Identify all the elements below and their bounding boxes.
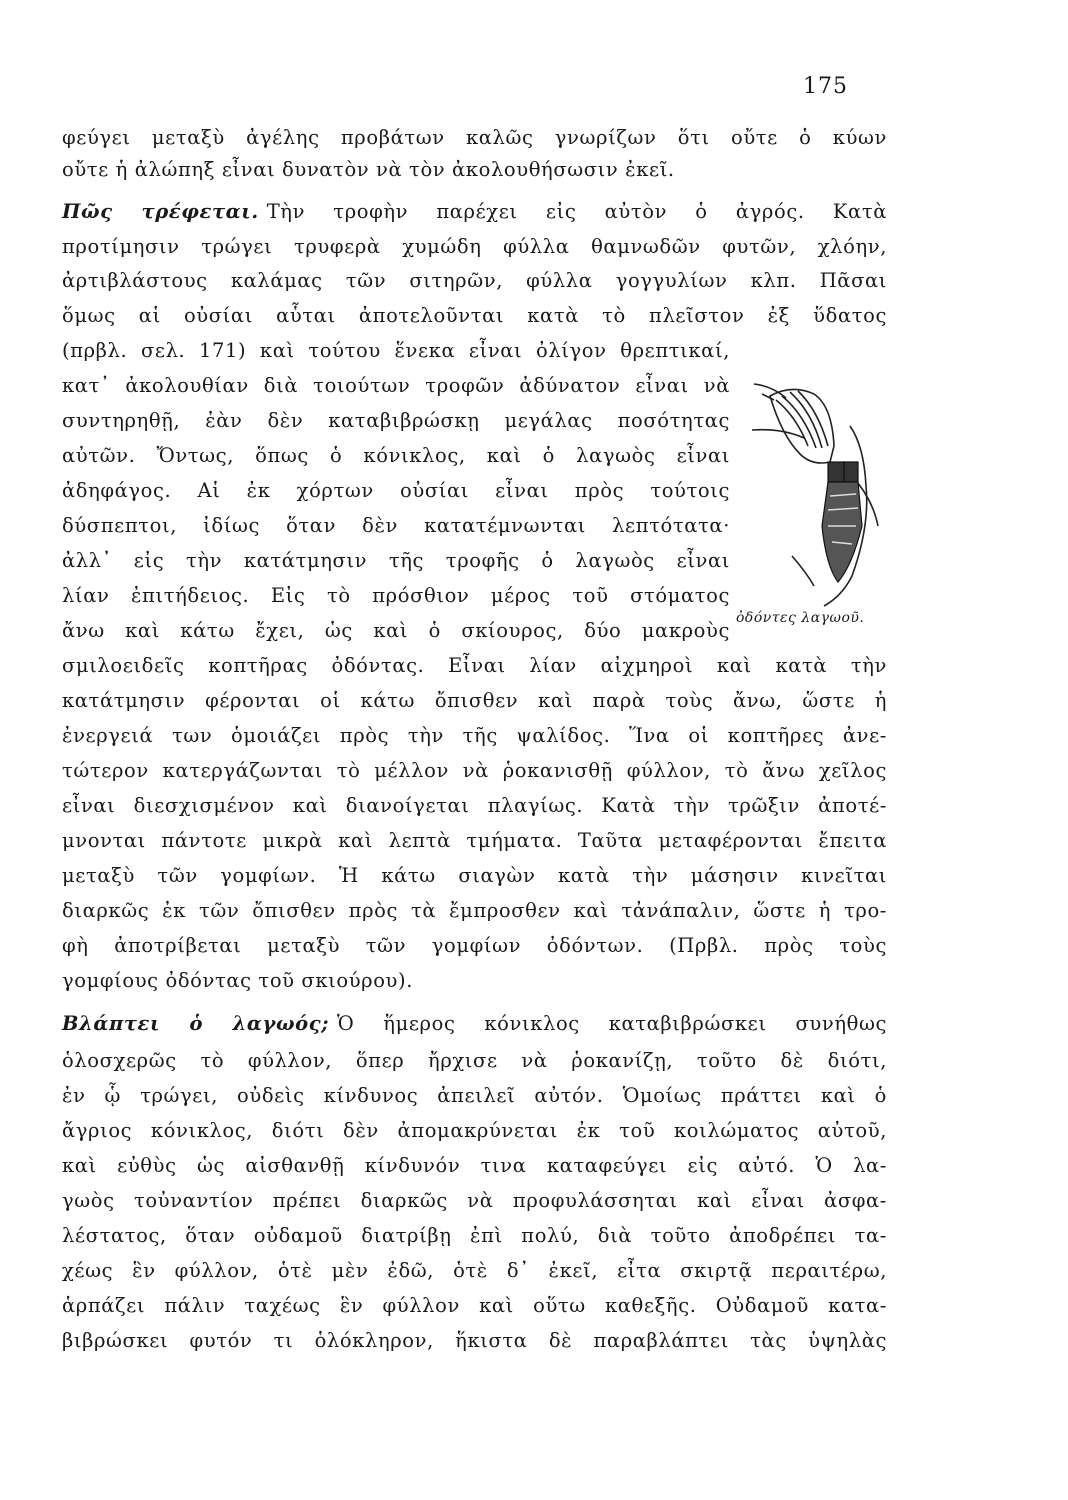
text-line: γομφίους ὀδόντας τοῦ σκιούρου). [62, 969, 414, 992]
text-line: Πῶς τρέφεται. Τὴν τροφὴν παρέχει εἰς αὐτὸν ὁ ἀγρός. Κατὰ [62, 200, 887, 223]
text-line: ἁρπάζει πάλιν ταχέως ἓν φύλλον καὶ οὕτω καθεξῆς. Οὐδαμοῦ κατα- [62, 1294, 887, 1317]
text-line: λίαν ἐπιτήδειος. Εἰς τὸ πρόσθιον μέρος τοῦ στόματος [62, 584, 730, 607]
text-line: μεταξὺ τῶν γομφίων. Ἡ κάτω σιαγὼν κατὰ τὴν μάσησιν κινεῖται [62, 864, 887, 887]
text-line: μνονται πάντοτε μικρὰ καὶ λεπτὰ τμήματα. Ταῦτα μεταφέρονται ἔπειτα [62, 829, 887, 852]
text-line: οὔτε ἡ ἀλώπηξ εἶναι δυνατὸν νὰ τὸν ἀκολουθήσωσιν ἐκεῖ. [62, 158, 675, 181]
text-line: καὶ εὐθὺς ὡς αἰσθανθῇ κίνδυνόν τινα καταφεύγει εἰς αὐτό. Ὁ λα- [62, 1154, 887, 1177]
figure-caption: ὀδόντες λαγωοῦ. [736, 610, 865, 626]
text-line: ὁλοσχερῶς τὸ φύλλον, ὅπερ ἤρχισε νὰ ῥοκανίζῃ, τοῦτο δὲ διότι, [62, 1049, 887, 1072]
text-line: ἐνεργειά των ὁμοιάζει πρὸς τὴν τῆς ψαλίδος. Ἵνα οἱ κοπτῆρες ἀνε- [62, 724, 887, 747]
hare-teeth-illustration [752, 376, 902, 611]
text-line: σμιλοειδεῖς κοπτῆρας ὀδόντας. Εἶναι λίαν αἰχμηροὶ καὶ κατὰ τὴν [62, 654, 887, 677]
page-number: 175 [803, 74, 848, 99]
text-line: εἶναι διεσχισμένον καὶ διανοίγεται πλαγίως. Κατὰ τὴν τρῶξιν ἀποτέ- [62, 794, 887, 817]
text-line: ἄγριος κόνικλος, διότι δὲν ἀπομακρύνεται ἐκ τοῦ κοιλώματος αὐτοῦ, [62, 1119, 887, 1142]
text-line: βιβρώσκει φυτόν τι ὁλόκληρον, ἥκιστα δὲ παραβλάπτει τὰς ὑψηλὰς [62, 1329, 887, 1352]
text-line: διαρκῶς ἐκ τῶν ὄπισθεν πρὸς τὰ ἔμπροσθεν καὶ τἀνάπαλιν, ὥστε ἡ τρο- [62, 899, 887, 922]
text-line: αὐτῶν. Ὄντως, ὅπως ὁ κόνικλος, καὶ ὁ λαγωὸς εἶναι [62, 444, 730, 467]
text-line: φὴ ἀποτρίβεται μεταξὺ τῶν γομφίων ὀδόντων. (Πρβλ. πρὸς τοὺς [62, 934, 887, 957]
text-line: λέστατος, ὅταν οὐδαμοῦ διατρίβῃ ἐπὶ πολύ, διὰ τοῦτο ἀποδρέπει τα- [62, 1224, 887, 1247]
text-line: ἄνω καὶ κάτω ἔχει, ὡς καὶ ὁ σκίουρος, δύο μακροὺς [62, 619, 730, 642]
text-line: γωὸς τοὐναντίον πρέπει διαρκῶς νὰ προφυλάσσηται καὶ εἶναι ἀσφα- [62, 1189, 887, 1212]
text-line: ὅμως αἱ οὐσίαι αὗται ἀποτελοῦνται κατὰ τὸ πλεῖστον ἐξ ὕδατος [62, 304, 887, 327]
text-line: συντηρηθῇ, ἐὰν δὲν καταβιβρώσκῃ μεγάλας ποσότητας [62, 409, 730, 432]
text-line: ἀρτιβλάστους καλάμας τῶν σιτηρῶν, φύλλα γογγυλίων κλπ. Πᾶσαι [62, 269, 887, 292]
text-line: δύσπεπτοι, ἰδίως ὅταν δὲν κατατέμνωνται λεπτότατα· [62, 514, 730, 537]
text-line: ἀλλ᾽ εἰς τὴν κατάτμησιν τῆς τροφῆς ὁ λαγωὸς εἶναι [62, 549, 730, 572]
text-line: Βλάπτει ὁ λαγωός; Ὁ ἥμερος κόνικλος καταβιβρώσκει συνήθως [62, 1012, 887, 1035]
text-line: φεύγει μεταξὺ ἀγέλης προβάτων καλῶς γνωρίζων ὅτι οὔτε ὁ κύων [62, 126, 887, 149]
section-heading: Βλάπτει ὁ λαγωός; [62, 1012, 330, 1035]
text-line: προτίμησιν τρώγει τρυφερὰ χυμώδη φύλλα θαμνωδῶν φυτῶν, χλόην, [62, 235, 887, 258]
text-line: (πρβλ. σελ. 171) καὶ τούτου ἕνεκα εἶναι ὀλίγον θρεπτικαί, [62, 339, 730, 362]
text-line: κατάτμησιν φέρονται οἱ κάτω ὄπισθεν καὶ παρὰ τοὺς ἄνω, ὥστε ἡ [62, 689, 887, 712]
text-line: τώτερον κατεργάζωνται τὸ μέλλον νὰ ῥοκανισθῇ φύλλον, τὸ ἄνω χεῖλος [62, 759, 887, 782]
section-heading: Πῶς τρέφεται. [62, 200, 259, 223]
text-line: ἀδηφάγος. Αἱ ἐκ χόρτων οὐσίαι εἶναι πρὸς τούτοις [62, 479, 730, 502]
text-line: κατ᾽ ἀκολουθίαν διὰ τοιούτων τροφῶν ἀδύνατον εἶναι νὰ [62, 374, 730, 397]
text-line: ἐν ᾧ τρώγει, οὐδεὶς κίνδυνος ἀπειλεῖ αὐτόν. Ὁμοίως πράττει καὶ ὁ [62, 1084, 887, 1107]
text-line: χέως ἓν φύλλον, ὁτὲ μὲν ἐδῶ, ὁτὲ δ᾽ ἐκεῖ, εἶτα σκιρτᾷ περαιτέρω, [62, 1259, 887, 1282]
